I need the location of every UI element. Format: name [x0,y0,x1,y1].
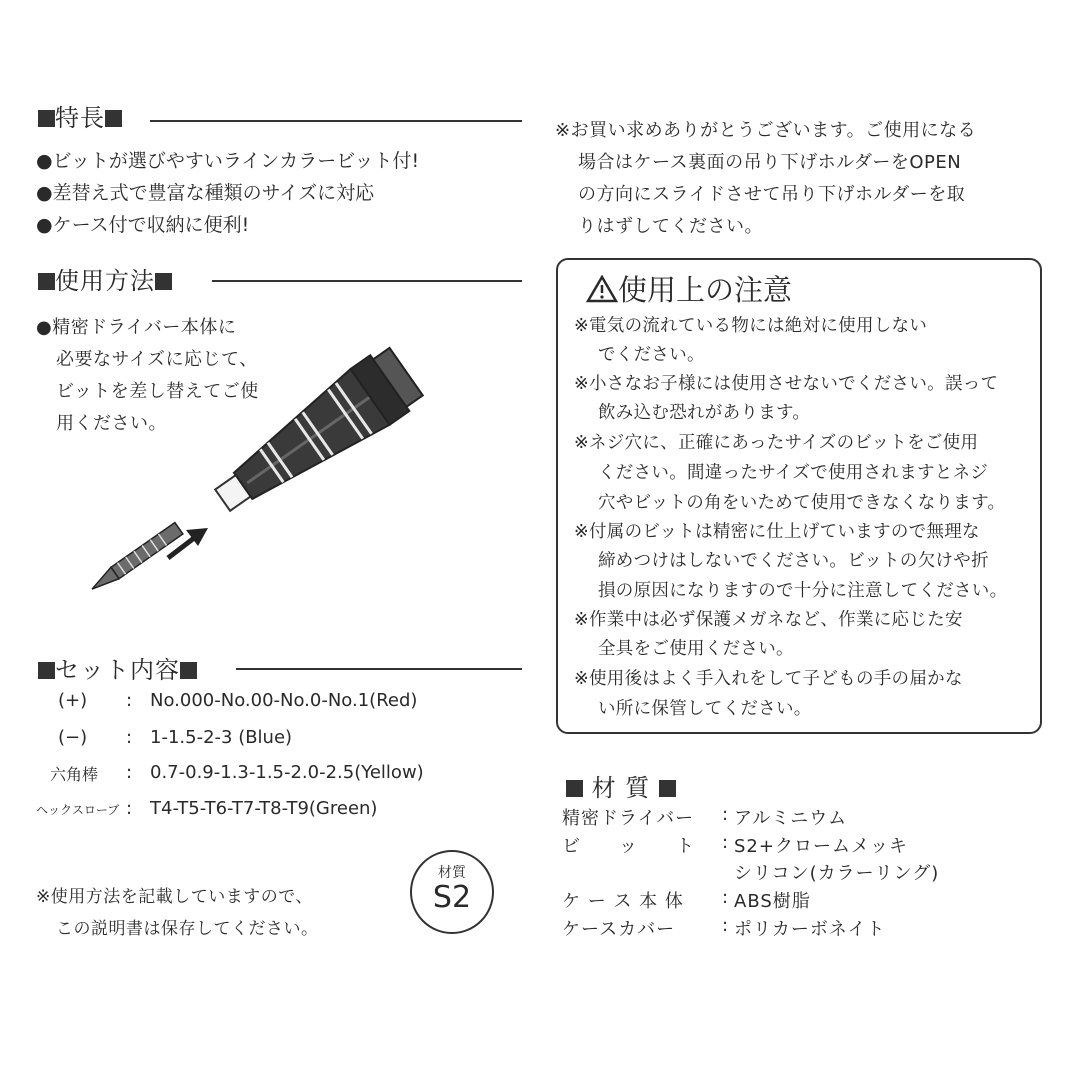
caution-line: 飲み込む恐れがあります。 [598,403,811,423]
footer-note-line: この説明書は保存してください。 [56,919,319,939]
caution-line: ※使用後はよく手入れをして子どもの手の届かな [574,669,963,689]
material-badge [410,850,494,934]
usage-heading: 使用方法 [38,261,172,296]
caution-line: 全具をご使用ください。 [598,639,794,659]
caution-line: 締めつけはしないでください。ビットの欠けや折 [598,551,989,571]
feature-item: ●ケース付で収納に便利! [36,214,250,236]
square-bullet-icon [155,273,172,290]
caution-line: ※ネジ穴に、正確にあったサイズのビットをご使用 [574,433,979,453]
features-rule [150,120,522,122]
materials-row: ビ ッ ト : S2+クロームメッキ [562,832,908,857]
features-heading: 特長 [38,98,122,133]
feature-item: ●ビットが選びやすいラインカラービット付! [36,150,420,172]
badge-value: S2 [432,880,472,915]
square-bullet-icon [38,662,55,679]
usage-line: ビットを差し替えてご使 [56,381,259,402]
caution-line: ※付属のビットは精密に仕上げていますので無理な [574,522,980,542]
usage-rule [212,280,522,282]
set-row: (+) : No.000-No.00-No.0-No.1(Red) [58,690,418,711]
thanks-note-line: りはずしてください。 [578,216,763,237]
usage-line: 用ください。 [56,413,167,434]
caution-line: 損の原因になりますので十分に注意してください。 [598,581,1008,601]
set-contents-rule [236,668,522,670]
badge-label: 材質 [438,865,466,881]
usage-line: 必要なサイズに応じて、 [56,349,258,370]
caution-line: ※小さなお子様には使用させないでください。誤って [574,374,999,394]
thanks-note-line: ※お買い求めありがとうございます。ご使用になる [555,120,977,141]
usage-line: ●精密ドライバー本体に [36,317,237,338]
caution-title: 使用上の注意 [586,268,792,309]
set-contents-heading: セット内容 [38,650,197,685]
screwdriver-illustration [60,290,530,640]
feature-item: ●差替え式で豊富な種類のサイズに対応 [36,182,375,204]
square-bullet-icon [659,780,676,797]
caution-line: い所に保管してください。 [598,699,812,719]
square-bullet-icon [566,780,583,797]
square-bullet-icon [105,110,122,127]
materials-heading: 材 質 [566,768,676,803]
square-bullet-icon [38,273,55,290]
caution-line: でください。 [598,345,705,365]
thanks-note-line: 場合はケース裏面の吊り下げホルダーをOPEN [578,152,962,173]
set-row: (−) : 1-1.5-2-3 (Blue) [58,727,293,748]
square-bullet-icon [38,110,55,127]
materials-row: 精密ドライバー : アルミニウム [562,804,848,829]
set-row: ヘックスローブ : T4-T5-T6-T7-T8-T9(Green) [36,798,378,819]
warning-triangle-icon [586,275,618,303]
footer-note-line: ※使用方法を記載していますので、 [36,887,313,907]
set-row: 六角棒 : 0.7-0.9-1.3-1.5-2.0-2.5(Yellow) [50,762,424,784]
caution-line: ください。間違ったサイズで使用されますとネジ [598,463,989,483]
thanks-note-line: の方向にスライドさせて吊り下げホルダーを取 [578,184,966,205]
caution-line: ※作業中は必ず保護メガネなど、作業に応じた安 [574,610,963,630]
square-bullet-icon [180,662,197,679]
caution-line: 穴やビットの角をいためて使用できなくなります。 [598,493,1006,513]
caution-line: ※電気の流れている物には絶対に使用しない [574,316,928,336]
screwdriver-body [203,344,425,528]
materials-row: ケースカバー : ポリカーボネイト [562,915,886,940]
materials-row: ケ ー ス 本 体 : ABS樹脂 [562,887,811,912]
